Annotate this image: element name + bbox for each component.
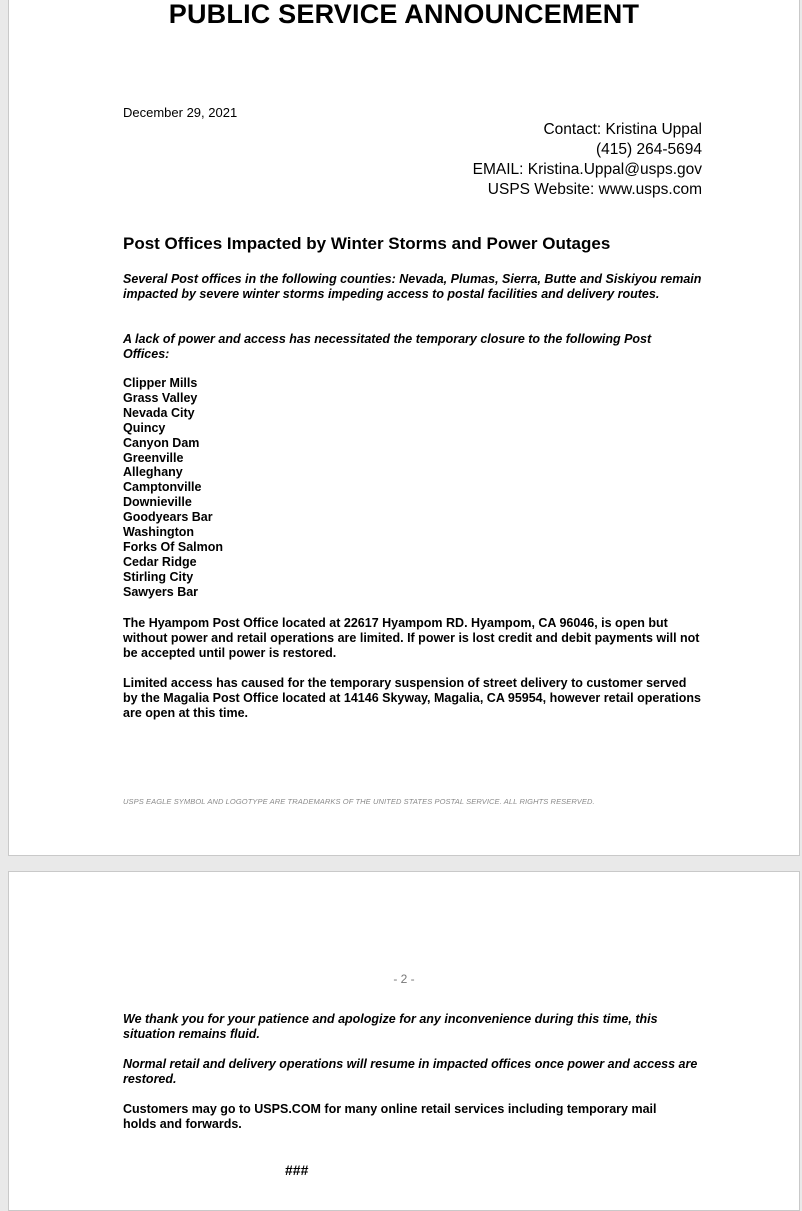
post-office-item: Clipper Mills: [123, 376, 198, 390]
post-office-item: Washington: [123, 525, 195, 540]
headline: Post Offices Impacted by Winter Storms and Power Outages: [123, 234, 611, 253]
post-office-item: Cedar Ridge: [123, 554, 197, 569]
contact-block: [473, 120, 702, 200]
post-office-item: Goodyears Bar: [123, 510, 213, 525]
post-office-item: Forks Of Salmon: [123, 539, 224, 554]
document-page-1: [8, 0, 800, 856]
contact-name: Contact: Kristina Uppal: [543, 121, 702, 138]
document-page-2: [8, 871, 800, 1211]
post-office-item: Quincy: [123, 420, 166, 435]
post-office-item: Nevada City: [123, 405, 195, 420]
post-office-item: Stirling City: [123, 569, 194, 584]
page-title: PUBLIC SERVICE ANNOUNCEMENT: [168, 0, 640, 29]
customers-paragraph: Customers may go to USPS.COM for many online retail services including temporary mail holds and forwards.: [123, 1102, 657, 1131]
trademark-notice: USPS EAGLE SYMBOL AND LOGOTYPE ARE TRADEMARKS OF THE UNITED STATES POSTAL SERVICE. ALL RIGHTS RESERVED.: [123, 797, 595, 806]
post-office-item: Sawyers Bar: [123, 584, 199, 599]
intro-paragraph: Several Post offices in the following counties: Nevada, Plumas, Sierra, Butte and Siskiyou remain impacted by severe winter storms impeding access to postal facilities and delivery routes.: [123, 272, 702, 301]
post-office-list: [123, 376, 223, 600]
hyampom-paragraph: The Hyampom Post Office located at 22617 Hyampom RD. Hyampom, CA 96046, is open but without power and retail operations are limited. If power is lost credit and debit payments will not be accepted until power is restored.: [123, 616, 700, 660]
page-number: - 2 -: [393, 972, 415, 986]
post-office-item: Downieville: [123, 495, 192, 510]
end-mark: ###: [285, 1162, 309, 1178]
post-office-item: Camptonville: [123, 480, 202, 495]
resume-paragraph: Normal retail and delivery operations will resume in impacted offices once power and access are restored.: [123, 1057, 698, 1086]
release-date: December 29, 2021: [123, 105, 238, 120]
post-office-item: Grass Valley: [123, 390, 198, 405]
post-office-item: Greenville: [123, 450, 184, 465]
contact-phone: (415) 264-5694: [596, 141, 702, 158]
contact-email: EMAIL: Kristina.Uppal@usps.gov: [472, 161, 702, 178]
thanks-paragraph: We thank you for your patience and apologize for any inconvenience during this time, this situation remains fluid.: [123, 1012, 658, 1041]
closure-intro-paragraph: A lack of power and access has necessitated the temporary closure to the following Post Offices:: [123, 332, 652, 361]
post-office-item: Alleghany: [123, 465, 183, 480]
contact-website: USPS Website: www.usps.com: [487, 181, 702, 198]
magalia-paragraph: Limited access has caused for the temporary suspension of street delivery to customer served by the Magalia Post Office located at 14146 Skyway, Magalia, CA 95954, however retail operations are open at this time.: [123, 676, 702, 720]
post-office-item: Canyon Dam: [123, 435, 200, 450]
